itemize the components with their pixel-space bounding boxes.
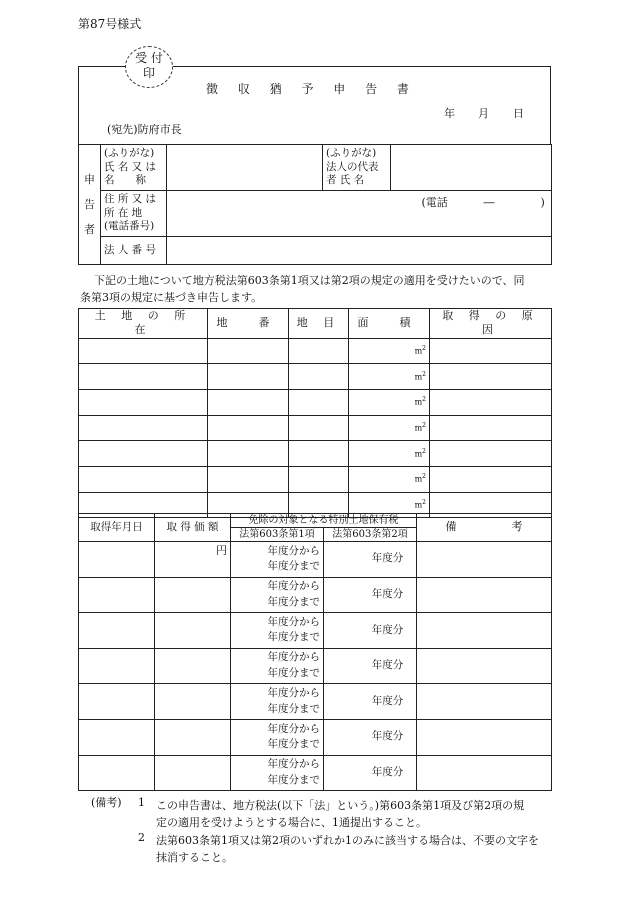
acq-date-cell[interactable] <box>79 684 155 720</box>
area-unit: m <box>414 423 423 433</box>
land-cause-cell[interactable] <box>430 467 552 493</box>
form-title: 徴 収 猶 予 申 告 書 <box>206 82 417 96</box>
vl-1: 申 <box>84 172 95 186</box>
to-year: 年度分まで <box>267 631 320 644</box>
land-table <box>78 308 552 518</box>
phone-dash: ― <box>483 195 495 209</box>
acq-h-note: 備 考 <box>417 514 552 542</box>
from-year: 年度分から <box>267 758 320 771</box>
land-area-cell[interactable] <box>349 415 430 441</box>
land-lot-cell[interactable] <box>208 389 289 415</box>
to-year: 年度分まで <box>267 667 320 680</box>
acq-h-price: 取 得 価 額 <box>155 514 231 542</box>
land-cause-cell[interactable] <box>430 389 552 415</box>
land-h-area: 面 積 <box>349 309 430 339</box>
vl-2: 告 <box>84 197 95 211</box>
acq-h-art1: 法第603条第1項 <box>231 528 324 542</box>
reception-stamp <box>125 46 173 88</box>
to-year: 年度分まで <box>267 560 320 573</box>
area-unit-sup: 2 <box>422 344 426 352</box>
acq-date-cell[interactable] <box>79 719 155 755</box>
land-location-cell[interactable] <box>79 338 208 364</box>
acquisition-row <box>79 577 552 613</box>
name-field[interactable] <box>167 145 323 191</box>
acq-price-cell[interactable] <box>155 684 231 720</box>
year-part: 年度分 <box>371 588 404 601</box>
land-area-cell[interactable] <box>349 441 430 467</box>
from-year: 年度分から <box>267 722 320 735</box>
intro-line2: 条第3項の規定に基づき申告します。 <box>80 291 263 304</box>
remark-2-line2: 抹消すること。 <box>156 851 233 864</box>
land-cause-cell[interactable] <box>430 364 552 390</box>
area-unit: m <box>414 372 423 382</box>
remark-2-number: 2 <box>138 831 145 844</box>
area-unit-sup: 2 <box>422 499 426 507</box>
acq-price-cell[interactable] <box>155 577 231 613</box>
acq-art2-cell[interactable] <box>324 613 417 649</box>
acq-date-cell[interactable] <box>79 542 155 578</box>
acq-note-cell[interactable] <box>417 542 552 578</box>
acq-art2-cell[interactable] <box>324 755 417 791</box>
acq-art1-cell[interactable] <box>231 684 324 720</box>
acq-h-date: 取得年月日 <box>79 514 155 542</box>
land-location-cell[interactable] <box>79 389 208 415</box>
acq-date-cell[interactable] <box>79 577 155 613</box>
land-h-location: 土 地 の 所 在 <box>79 309 208 339</box>
area-unit: m <box>414 475 423 484</box>
land-h-cause: 取 得 の 原 因 <box>430 309 552 339</box>
acq-price-cell[interactable] <box>155 648 231 684</box>
address-field[interactable] <box>167 191 552 237</box>
acq-art2-cell[interactable] <box>324 684 417 720</box>
land-area-cell[interactable] <box>349 467 430 493</box>
acq-price-cell[interactable] <box>155 542 231 578</box>
acq-note-cell[interactable] <box>417 719 552 755</box>
land-area-cell[interactable] <box>349 338 430 364</box>
land-header-row <box>79 309 552 339</box>
land-row <box>79 364 552 390</box>
land-row <box>79 441 552 467</box>
addressee: (宛先)防府市長 <box>107 123 182 136</box>
acq-note-cell[interactable] <box>417 755 552 791</box>
acq-art1-cell[interactable] <box>231 613 324 649</box>
rep-field[interactable] <box>391 145 552 191</box>
land-category-cell[interactable] <box>289 467 349 493</box>
to-year: 年度分まで <box>267 738 320 751</box>
acq-date-cell[interactable] <box>79 613 155 649</box>
applicant-table <box>78 144 552 265</box>
phone-close: ) <box>540 195 545 209</box>
land-lot-cell[interactable] <box>208 467 289 493</box>
area-unit: m <box>414 500 423 510</box>
land-row <box>79 415 552 441</box>
land-row <box>79 338 552 364</box>
acq-art1-cell[interactable] <box>231 755 324 791</box>
area-unit-sup: 2 <box>422 447 426 455</box>
remark-1-line1: この申告書は、地方税法(以下「法」という。)第603条第1項及び第2項の規 <box>156 799 525 812</box>
acq-art2-cell[interactable] <box>324 648 417 684</box>
acq-note-cell[interactable] <box>417 577 552 613</box>
acquisition-table <box>78 513 552 791</box>
acq-art1-cell[interactable] <box>231 542 324 578</box>
land-lot-cell[interactable] <box>208 415 289 441</box>
to-year: 年度分まで <box>267 702 320 715</box>
from-year: 年度分から <box>267 544 320 557</box>
acq-price-cell[interactable] <box>155 755 231 791</box>
land-lot-cell[interactable] <box>208 441 289 467</box>
acq-art1-cell[interactable] <box>231 719 324 755</box>
yen-unit: 円 <box>216 544 227 557</box>
acquisition-row <box>79 542 552 578</box>
acquisition-row <box>79 719 552 755</box>
land-category-cell[interactable] <box>289 364 349 390</box>
acq-art2-cell[interactable] <box>324 719 417 755</box>
acq-price-cell[interactable] <box>155 719 231 755</box>
to-year: 年度分まで <box>267 773 320 786</box>
land-area-cell[interactable] <box>349 364 430 390</box>
to-year: 年度分まで <box>267 595 320 608</box>
remark-1-line2: 定の適用を受けようとする場合に、1通提出すること。 <box>156 816 427 829</box>
acq-art2-cell[interactable] <box>324 542 417 578</box>
stamp-line1: 受 付 <box>135 51 163 65</box>
acq-h-art2: 法第603条第2項 <box>324 528 417 542</box>
remarks-label: (備考) <box>91 796 122 809</box>
date-year: 年 <box>444 107 455 120</box>
land-h-category: 地 目 <box>289 309 349 339</box>
year-part: 年度分 <box>371 552 404 565</box>
remark-1-number: 1 <box>138 796 145 809</box>
land-lot-cell[interactable] <box>208 364 289 390</box>
corp-number-field[interactable] <box>167 237 552 265</box>
from-year: 年度分から <box>267 651 320 664</box>
from-year: 年度分から <box>267 615 320 628</box>
acquisition-row <box>79 648 552 684</box>
land-lot-cell[interactable] <box>208 338 289 364</box>
corp-number-label: 法 人 番 号 <box>101 237 167 265</box>
year-part: 年度分 <box>371 623 404 636</box>
date-month: 月 <box>478 107 489 120</box>
acq-art1-cell[interactable] <box>231 577 324 613</box>
land-row <box>79 389 552 415</box>
remark-2-line1: 法第603条第1項又は第2項のいずれか1のみに該当する場合は、不要の文字を <box>156 834 539 847</box>
land-row <box>79 467 552 493</box>
land-h-lot: 地 番 <box>208 309 289 339</box>
land-category-cell[interactable] <box>289 415 349 441</box>
area-unit-sup: 2 <box>422 396 426 404</box>
acquisition-row <box>79 613 552 649</box>
area-unit: m <box>414 449 423 459</box>
vl-3: 者 <box>84 223 95 237</box>
land-location-cell[interactable] <box>79 364 208 390</box>
acq-note-cell[interactable] <box>417 648 552 684</box>
year-part: 年度分 <box>371 730 404 743</box>
area-unit-sup: 2 <box>422 370 426 378</box>
land-cause-cell[interactable] <box>430 338 552 364</box>
from-year: 年度分から <box>267 580 320 593</box>
applicant-vertical-label <box>79 145 101 265</box>
acq-art2-cell[interactable] <box>324 577 417 613</box>
land-area-cell[interactable] <box>349 389 430 415</box>
intro-line1: 下記の土地について地方税法第603条第1項又は第2項の規定の適用を受けたいので、同 <box>94 274 525 287</box>
year-part: 年度分 <box>371 659 404 672</box>
rep-label: (ふりがな) 法人の代表 者 氏 名 <box>323 145 391 191</box>
acq-h-exempt: 免除の対象となる特別土地保有税 <box>231 514 417 528</box>
acq-date-cell[interactable] <box>79 648 155 684</box>
land-cause-cell[interactable] <box>430 415 552 441</box>
phone-label: (電話 <box>421 195 448 209</box>
acquisition-row <box>79 755 552 791</box>
stamp-line2: 印 <box>142 66 155 80</box>
area-unit: m <box>414 397 423 407</box>
land-category-cell[interactable] <box>289 441 349 467</box>
acq-date-cell[interactable] <box>79 755 155 791</box>
land-cause-cell[interactable] <box>430 441 552 467</box>
land-location-cell[interactable] <box>79 441 208 467</box>
acq-note-cell[interactable] <box>417 684 552 720</box>
acq-note-cell[interactable] <box>417 613 552 649</box>
form-number: 第87号様式 <box>78 17 142 31</box>
land-location-cell[interactable] <box>79 415 208 441</box>
land-category-cell[interactable] <box>289 389 349 415</box>
land-location-cell[interactable] <box>79 467 208 493</box>
acq-art1-cell[interactable] <box>231 648 324 684</box>
year-part: 年度分 <box>371 766 404 779</box>
address-label: 住 所 又 は 所 在 地 (電話番号) <box>101 191 167 237</box>
area-unit-sup: 2 <box>422 421 426 429</box>
from-year: 年度分から <box>267 686 320 699</box>
date-day: 日 <box>513 107 524 120</box>
area-unit-sup: 2 <box>422 473 426 481</box>
acquisition-row <box>79 684 552 720</box>
year-part: 年度分 <box>371 694 404 707</box>
land-category-cell[interactable] <box>289 338 349 364</box>
area-unit: m <box>414 346 423 356</box>
name-label: (ふりがな) 氏 名 又 は 名 称 <box>101 145 167 191</box>
acq-price-cell[interactable] <box>155 613 231 649</box>
